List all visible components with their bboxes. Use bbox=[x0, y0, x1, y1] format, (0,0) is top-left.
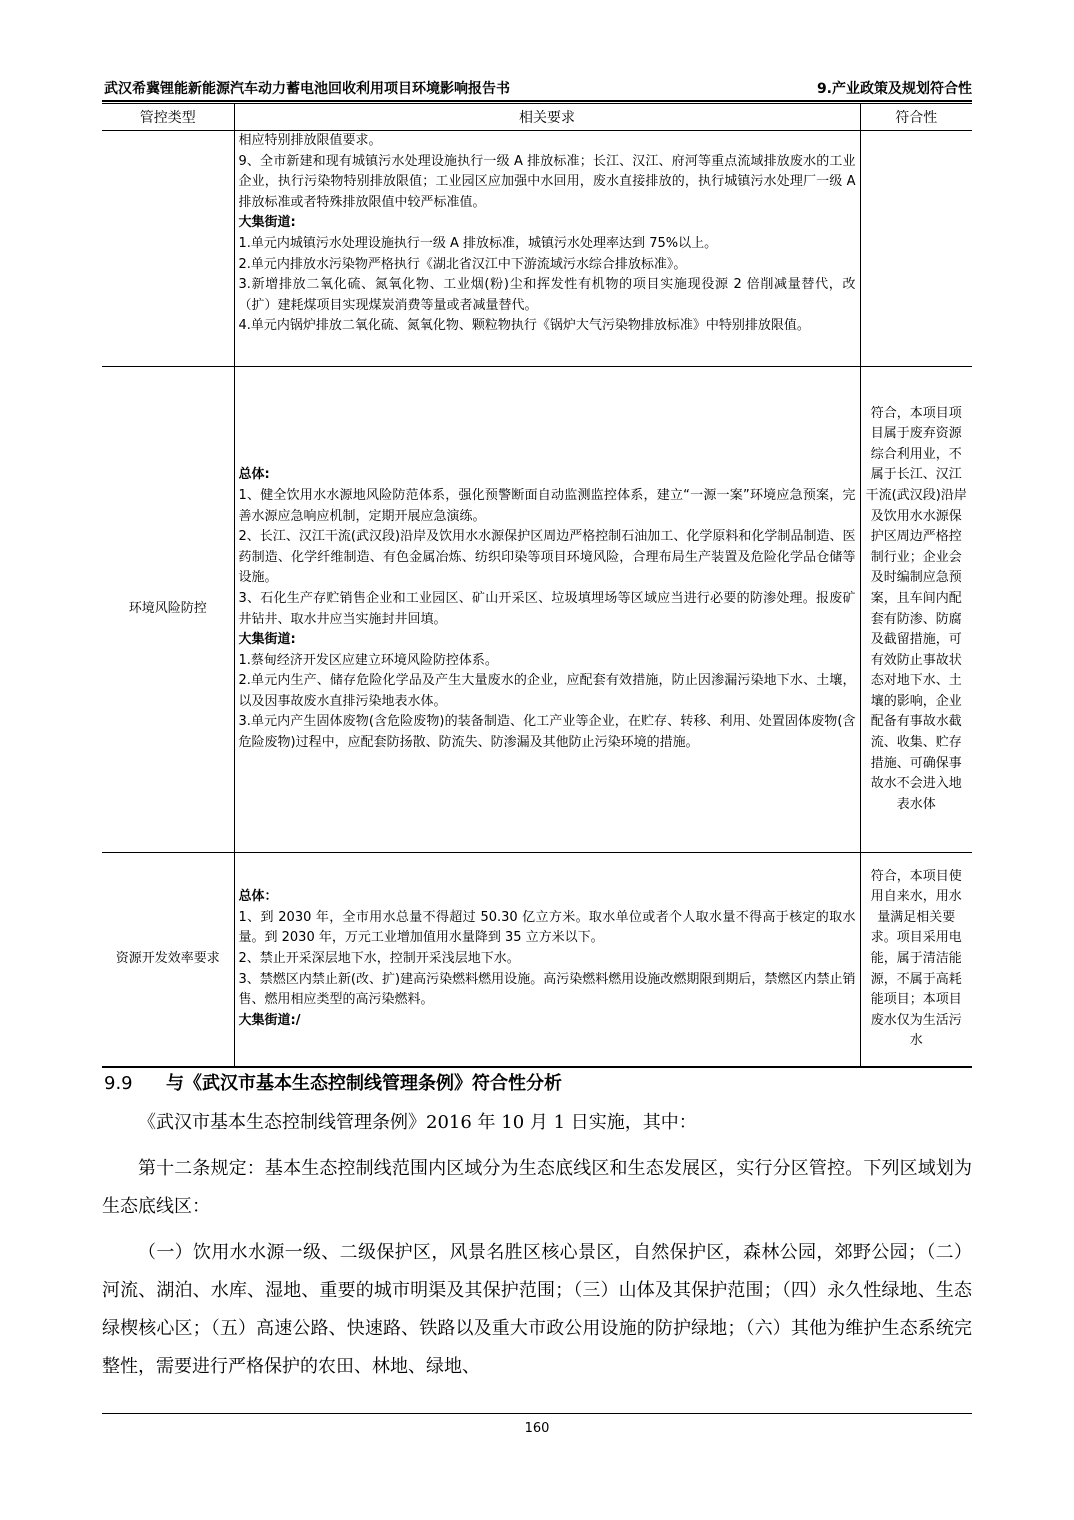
requirements-cell bbox=[234, 853, 860, 1067]
requirement-line: 3.单元内产生固体废物(含危险废物)的装备制造、化工产业等企业，在贮存、转移、利用、处置固体废物(含危险废物)过程中，应配套防扬散、防流失、防渗漏及其他防止污染环境的措施。 bbox=[238, 714, 856, 751]
control-type-cell: 环境风险防控 bbox=[102, 367, 234, 853]
requirement-subheading: 大集街道: bbox=[238, 632, 296, 648]
requirement-line: 3.新增排放二氧化硫、氮氧化物、工业烟(粉)尘和挥发性有机物的项目实施现役源 2 倍削减量替代，改（扩）建耗煤项目实现煤炭消费等量或者减量替代。 bbox=[238, 277, 856, 313]
requirement-subheading: 总体： bbox=[238, 889, 278, 905]
requirement-line: 1.蔡甸经济开发区应建立环境风险防控体系。 bbox=[238, 652, 498, 668]
requirement-line: 2.单元内生产、储存危险化学品及产生大量废水的企业，应配套有效措施，防止因渗漏污染地下水、土壤，以及因事故废水直排污染地表水体。 bbox=[238, 673, 856, 709]
requirement-line: 2、禁止开采深层地下水，控制开采浅层地下水。 bbox=[238, 950, 520, 966]
footer-divider bbox=[102, 1413, 972, 1414]
page-number: 160 bbox=[524, 1421, 550, 1436]
requirement-line: 3、禁燃区内禁止新(改、扩)建高污染燃料燃用设施。高污染燃料燃用设施改燃期限到期后，禁燃区内禁止销售、燃用相应类型的高污染燃料。 bbox=[238, 971, 856, 1008]
section-heading bbox=[102, 1070, 972, 1098]
table-row bbox=[102, 367, 972, 853]
compliance-cell: 符合，本项目项目属于废弃资源综合利用业，不属于长江、汉江干流(武汉段)沿岸及饮用水水源保护区周边严格控制行业；企业会及时编制应急预案，且车间内配套有防渗、防腐及截留措施，可有效防止事故状态对地下水、土壤的影响，企业配备有事故水截流、收集、贮存措施、可确保事故水不会进入地表水体 bbox=[860, 367, 972, 853]
control-type-cell bbox=[102, 131, 234, 367]
chapter-title: 9.产业政策及规划符合性 bbox=[816, 81, 972, 97]
requirements-cell bbox=[234, 131, 860, 367]
requirement-line: 1.单元内城镇污水处理设施执行一级 A 排放标准，城镇污水处理率达到 75%以上。 bbox=[238, 235, 718, 251]
requirement-subheading: 总体: bbox=[238, 467, 270, 483]
section-title: 与《武汉市基本生态控制线管理条例》符合性分析 bbox=[166, 1073, 562, 1094]
table-row bbox=[102, 853, 972, 1067]
compliance-cell bbox=[860, 131, 972, 367]
requirement-line: 1、到 2030 年，全市用水总量不得超过 50.30 亿立方米。取水单位或者个人取水量不得高于核定的取水量。到 2030 年，万元工业增加值用水量降到 35 立方米以下。 bbox=[238, 909, 856, 946]
control-requirements-table bbox=[102, 103, 972, 1068]
requirement-line: 1、健全饮用水水源地风险防范体系，强化预警断面自动监测监控体系，建立“一源一案”环境应急预案，完善水源应急响应机制，定期开展应急演练。 bbox=[238, 487, 856, 524]
body-paragraph: 《武汉市基本生态控制线管理条例》2016 年 10 月 1 日实施，其中： bbox=[138, 1112, 697, 1133]
requirement-line: 相应特别排放限值要求。 bbox=[238, 133, 382, 148]
section-number: 9.9 bbox=[104, 1073, 133, 1094]
requirement-line: 2、长江、汉江干流(武汉段)沿岸及饮用水水源保护区周边严格控制石油加工、化学原料和化学制品制造、医药制造、化学纤维制造、有色金属冶炼、纺织印染等项目环境风险，合理布局生产装置及危险化学品仓储等设施。 bbox=[238, 529, 856, 586]
report-title: 武汉希冀锂能新能源汽车动力蓄电池回收利用项目环境影响报告书 bbox=[104, 81, 510, 97]
table-header-row bbox=[102, 104, 972, 131]
requirement-line: 3、石化生产存贮销售企业和工业园区、矿山开采区、垃圾填埋场等区域应当进行必要的防渗处理。报废矿井钻井、取水井应当实施封井回填。 bbox=[238, 590, 856, 627]
column-header-type: 管控类型 bbox=[102, 104, 234, 131]
compliance-cell: 符合，本项目使用自来水，用水量满足相关要求。项目采用电能，属于清洁能源，不属于高耗能项目；本项目废水仅为生活污水 bbox=[860, 853, 972, 1067]
page-header bbox=[102, 80, 972, 102]
requirement-subheading: 大集街道: bbox=[238, 215, 296, 231]
body-paragraph: （一）饮用水水源一级、二级保护区，风景名胜区核心景区，自然保护区，森林公园，郊野公园；（二）河流、湖泊、水库、湿地、重要的城市明渠及其保护范围；（三）山体及其保护范围；（四）永久性绿地、生态绿楔核心区；（五）高速公路、快速路、铁路以及重大市政公用设施的防护绿地；（六）其他为维护生态系统完整性，需要进行严格保护的农田、林地、绿地、 bbox=[102, 1242, 972, 1377]
requirement-line: 2.单元内排放水污染物严格执行《湖北省汉江中下游流域污水综合排放标准》。 bbox=[238, 256, 687, 272]
requirement-line: 9、全市新建和现有城镇污水处理设施执行一级 A 排放标准；长江、汉江、府河等重点流域排放废水的工业企业，执行污染物特别排放限值；工业园区应加强中水回用，废水直接排放的，执行城镇污水处理厂一级 A 排放标准或者特殊排放限值中较严标准值。 bbox=[238, 153, 856, 210]
control-type-cell: 资源开发效率要求 bbox=[102, 853, 234, 1067]
requirement-subheading: 大集街道:/ bbox=[238, 1012, 301, 1028]
column-header-compliance: 符合性 bbox=[860, 104, 972, 131]
column-header-requirements: 相关要求 bbox=[234, 104, 860, 131]
table-row bbox=[102, 131, 972, 367]
body-paragraph: 第十二条规定：基本生态控制线范围内区域分为生态底线区和生态发展区，实行分区管控。下列区域划为生态底线区： bbox=[102, 1158, 972, 1217]
requirement-line: 4.单元内锅炉排放二氧化硫、氮氧化物、颗粒物执行《锅炉大气污染物排放标准》中特别排放限值。 bbox=[238, 318, 810, 334]
requirements-cell bbox=[234, 367, 860, 853]
